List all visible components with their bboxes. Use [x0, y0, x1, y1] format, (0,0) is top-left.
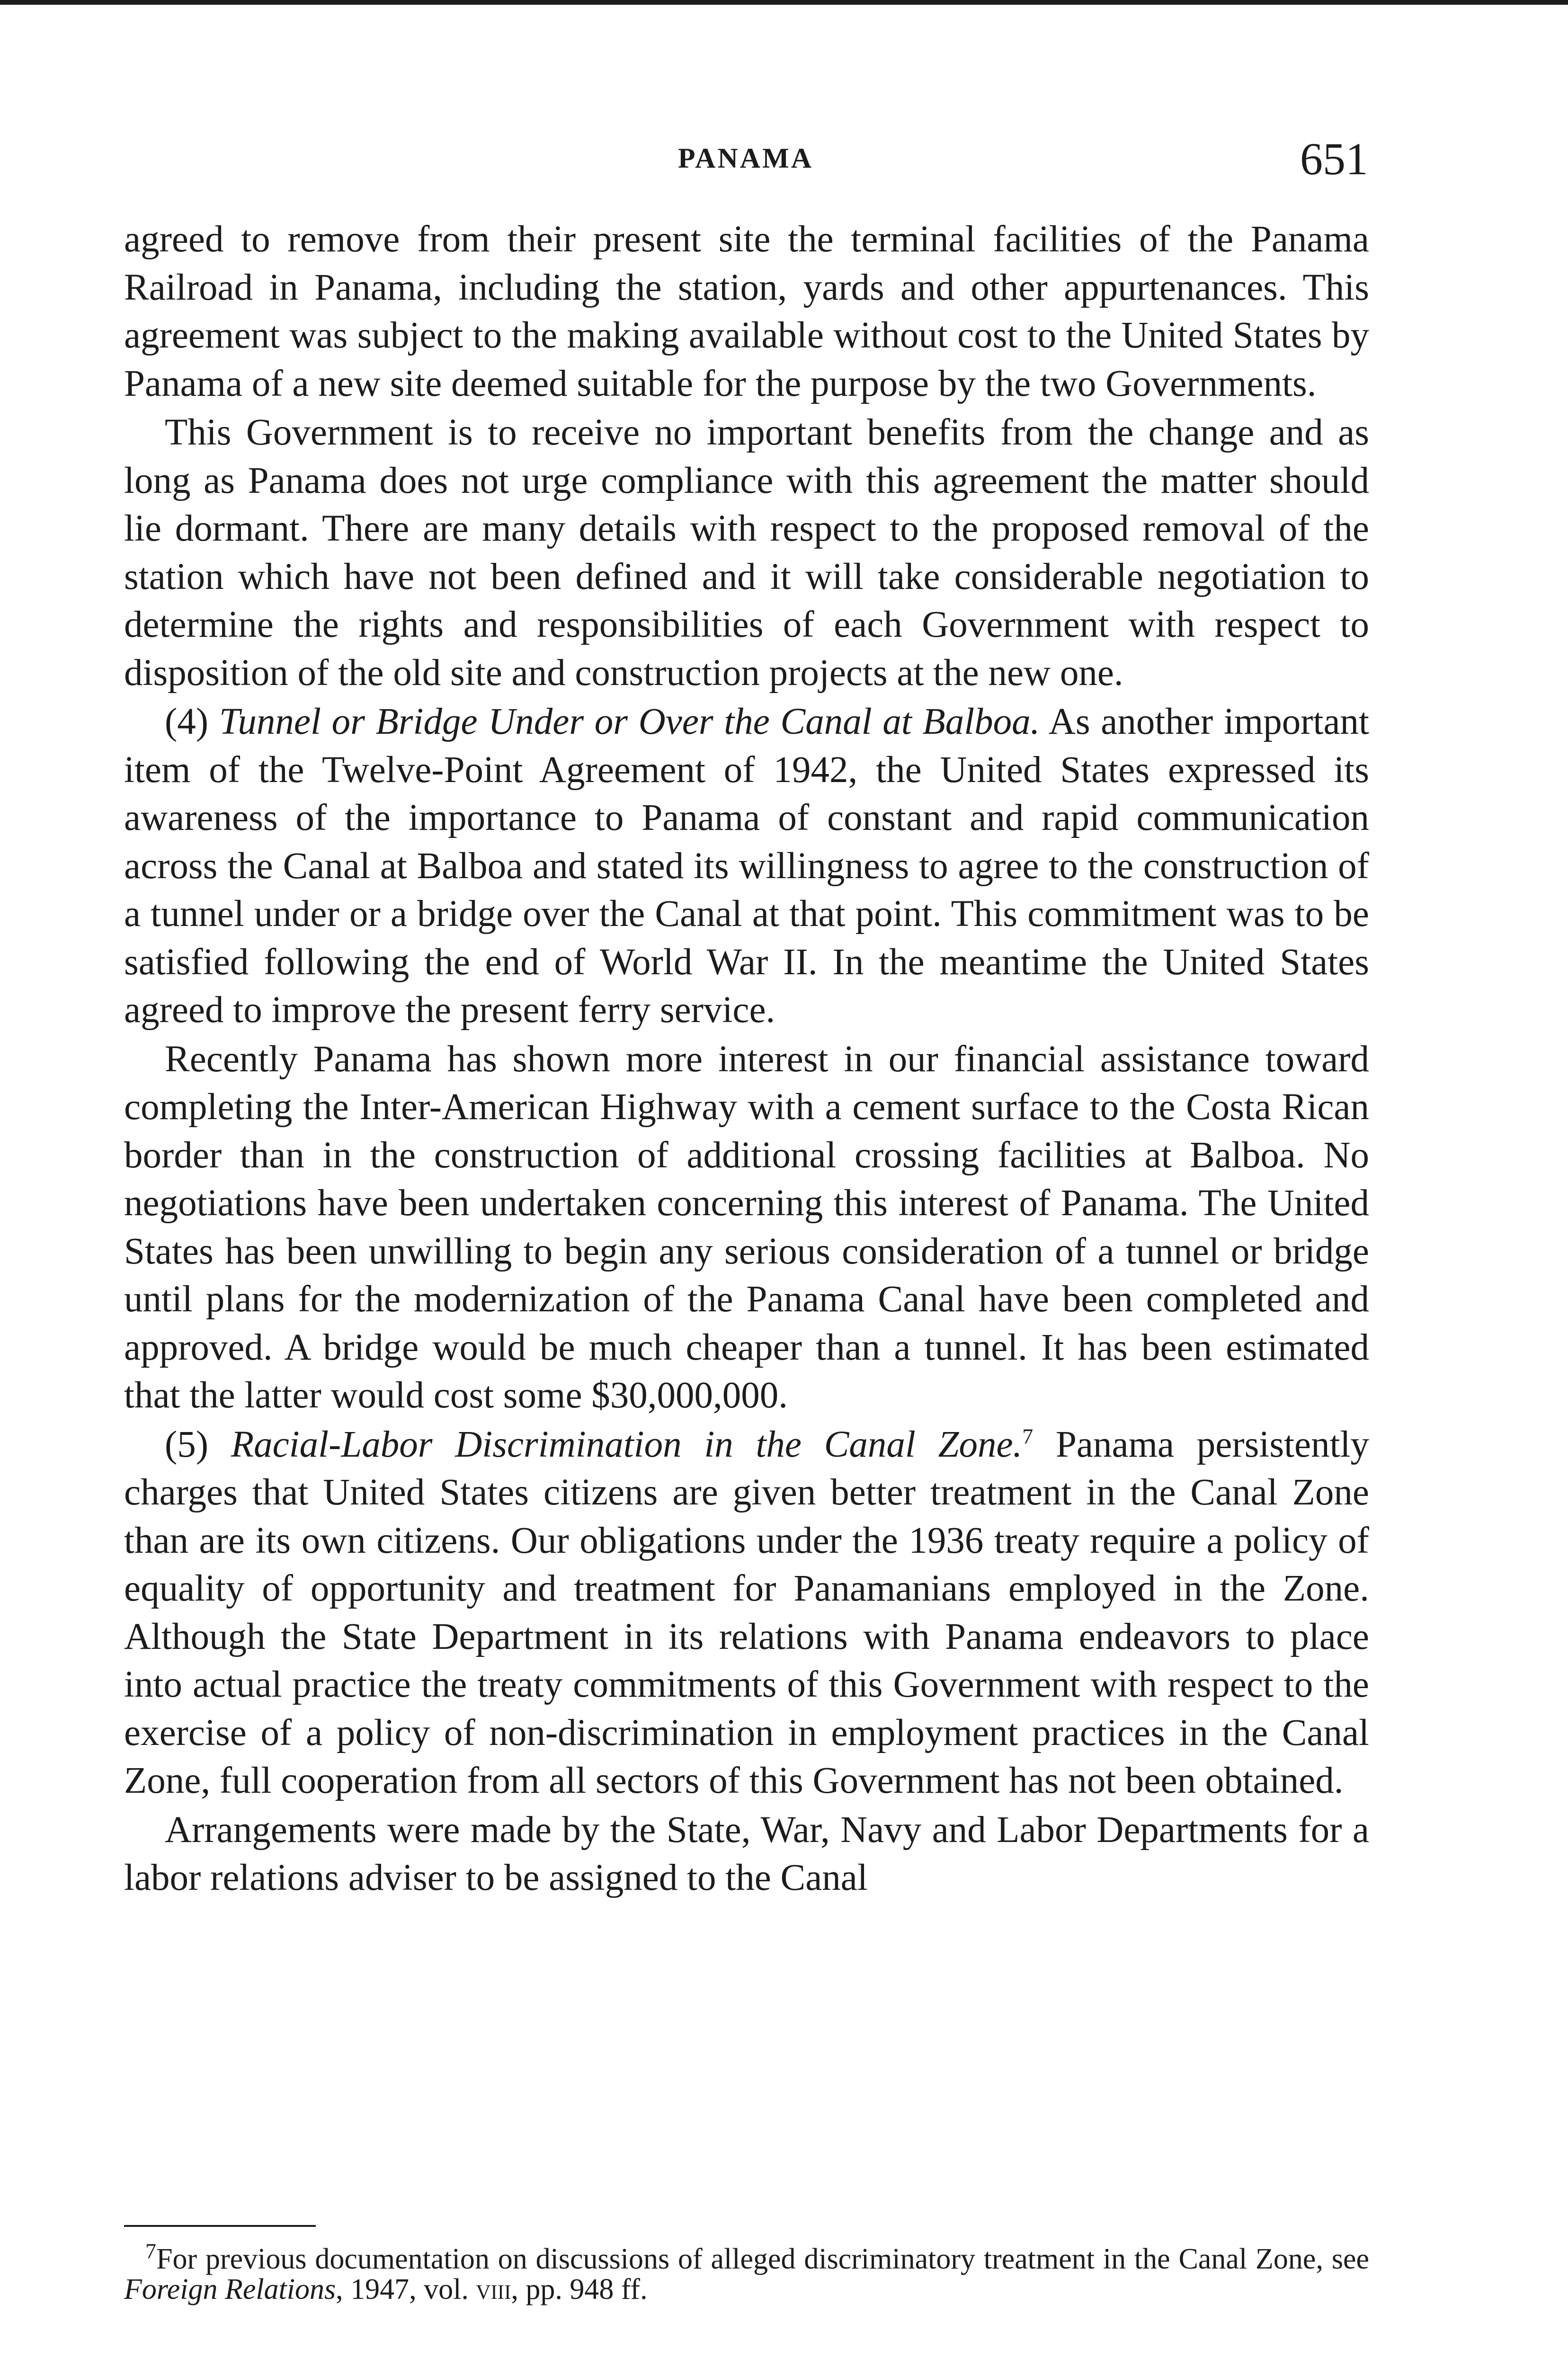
page-number: 651 [1300, 133, 1368, 184]
paragraph-tunnel-bridge [124, 698, 1369, 1034]
footnote-source-title: Foreign Relations [124, 2273, 336, 2305]
paragraph-tunnel-bridge-text: As another important item of the Twelve-Point Agreement of 1942, the United States expressed its awareness of the importance to Panama of constant and rapid communication across the Canal at Balboa and stated its willingness to agree to the construction of a tunnel under or a bridge over the Canal at that point. This commitment was to be satisfied following the end of World War II. In the meantime the United States agreed to improve the present ferry service. [124, 701, 1369, 1031]
footnote-year: , 1947, vol. [336, 2273, 476, 2305]
top-border-rule [0, 0, 1568, 5]
paragraph-racial-labor-text: Panama persistently charges that United States citizens are given better treatment in the Canal Zone than are its own citizens. Our obligations under the 1936 treaty require a policy of equality of opportunity and treatment for Panamanians employed in the Zone. Although the State Department in its relations with Panama endeavors to place into actual practice the treaty commitments of this Government with respect to the exercise of a policy of non-discrimination in employment practices in the Canal Zone, full cooperation from all sectors of this Government has not been obtained. [124, 1424, 1369, 1801]
paragraph-highway-interest: Recently Panama has shown more interest in our financial assistance toward completing the Inter-American Highway with a cement surface to the Costa Rican border than in the construction of additional crossing facilities at Balboa. No negotiations have been undertaken concerning this interest of Panama. The United States has been unwilling to begin any serious consideration of a tunnel or bridge until plans for the modernization of the Panama Canal have been completed and approved. A bridge would be much cheaper than a tunnel. It has been estimated that the latter would cost some $30,000,000. [124, 1038, 1369, 1416]
footnote-marker: 7 [145, 2239, 156, 2263]
section-title-tunnel-bridge: Tunnel or Bridge Under or Over the Canal at Balboa. [219, 701, 1040, 742]
section-number-5: (5) [165, 1424, 231, 1465]
running-title: PANAMA [677, 142, 814, 174]
footnote-reference: 7 [1022, 1424, 1033, 1449]
paragraph-railroad-continued: agreed to remove from their present site the terminal facilities of the Panama Railroad in Panama, including the station, yards and other appurtenances. This agreement was subject to the making available without cost to the United States by Panama of a new site deemed suitable for the purpose by the two Governments. [124, 219, 1369, 404]
footnote-divider [124, 2225, 316, 2227]
section-number-4: (4) [165, 701, 219, 742]
footnote-volume: viii [476, 2273, 511, 2305]
paragraph-racial-labor [124, 1421, 1369, 1805]
footnote-text: For previous documentation on discussions of alleged discriminatory treatment in the Canal Zone, see [156, 2243, 1369, 2275]
section-title-racial-labor: Racial-Labor Discrimination in the Canal Zone. [231, 1424, 1023, 1465]
footnote [124, 2239, 1369, 2305]
paragraph-government-benefits: This Government is to receive no important benefits from the change and as long as Panama does not urge compliance with this agreement the matter should lie dormant. There are many details with respect to the proposed removal of the station which have not been defined and it will take considerable negotiation to determine the rights and responsibilities of each Government with respect to disposition of the old site and construction projects at the new one. [124, 412, 1369, 694]
paragraph-labor-adviser: Arrangements were made by the State, War, Navy and Labor Departments for a labor relations adviser to be assigned to the Canal [124, 1809, 1369, 1898]
running-head [123, 133, 1368, 189]
footnote-pages: , pp. 948 ff. [511, 2273, 648, 2305]
body-text [124, 215, 1369, 1902]
